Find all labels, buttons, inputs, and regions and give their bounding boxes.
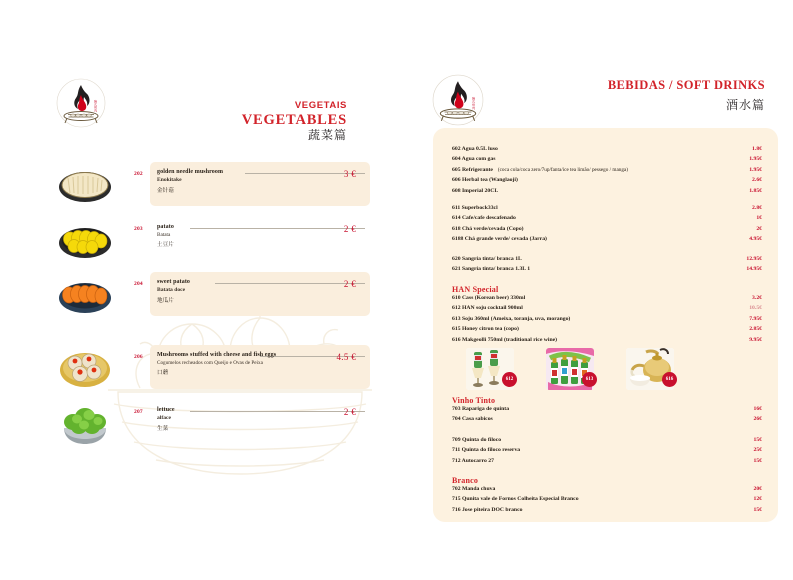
drink-name: 618 Chá verde/cevada (Copo) — [452, 225, 524, 232]
section-title-han-special: HAN Special — [452, 285, 499, 294]
drink-name: 711 Quinta do filoco reserva — [452, 447, 521, 454]
item-text — [157, 224, 310, 248]
svg-text:韓式烤肉: 韓式烤肉 — [471, 96, 476, 110]
product-photos — [466, 348, 676, 392]
drink-price: 12.95€ — [746, 256, 762, 262]
drink-group-vinho-tinto-2 — [452, 437, 762, 468]
drink-row[interactable] — [452, 496, 762, 506]
item-price: 2 € — [343, 224, 356, 234]
item-name-en: patato — [157, 224, 174, 230]
item-price: 4.5 € — [336, 352, 356, 362]
drink-name: 616 Makgeolli 750ml (traditional rice wine) — [452, 336, 558, 343]
drink-name: 621 Sangria tinta/ branca 1.3L 1 — [452, 266, 531, 273]
drink-group-han-special — [452, 285, 762, 347]
drink-price: 10.5€ — [749, 305, 762, 312]
drink-name: 613 Soju 360ml (Ameixa, toranja, uva, morango) — [452, 315, 571, 322]
item-price: 2 € — [343, 279, 356, 289]
drink-name: 608 Imperial 20CL — [452, 187, 499, 194]
drink-price: 2.85€ — [749, 326, 762, 333]
drink-name: 611 Superbock33cl — [452, 205, 498, 211]
han-grill-logo — [56, 78, 106, 128]
drink-name: 709 Quinta do filoco — [452, 437, 502, 443]
page-title-vegetables — [242, 101, 347, 142]
drink-row[interactable] — [452, 507, 762, 517]
drink-price: 4.95€ — [749, 236, 762, 243]
drink-row[interactable] — [452, 236, 762, 246]
item-name-en: lettuce — [157, 407, 175, 413]
drink-name: 615 Honey citron tea (copo) — [452, 326, 519, 333]
item-name-en: sweet patato — [157, 279, 191, 285]
item-name-pt: Batata doce — [157, 287, 186, 293]
enoki-mushroom-photo — [56, 162, 114, 208]
drink-price: 2.8€ — [752, 205, 762, 211]
item-name-pt: alface — [157, 415, 171, 421]
drink-name: 712 Autocarro 27 — [452, 457, 494, 464]
drink-price: 1.95€ — [749, 156, 762, 163]
drink-row[interactable] — [452, 437, 762, 447]
drink-price: 25€ — [753, 447, 762, 454]
drink-row[interactable] — [452, 305, 762, 315]
drink-group-beer-coffee-tea — [452, 205, 762, 247]
drink-price: 2.6€ — [752, 177, 762, 184]
item-code: 204 — [134, 281, 143, 287]
drink-row[interactable] — [452, 416, 762, 426]
drink-row[interactable] — [452, 406, 762, 416]
drink-name: 604 Agua com gas — [452, 156, 496, 163]
section-title-vinho-tinto: Vinho Tinto — [452, 396, 496, 405]
item-name-pt: Enokitake — [157, 177, 182, 183]
section-title-branco: Branco — [452, 476, 479, 485]
drink-price: 7.95€ — [749, 315, 762, 322]
drink-price: 15€ — [753, 437, 762, 443]
item-name-cn: 金针菇 — [157, 187, 174, 194]
item-name-cn: 地瓜片 — [157, 297, 174, 304]
drink-price: 15€ — [753, 506, 762, 513]
drink-row[interactable] — [452, 326, 762, 336]
drink-name: 703 Rapariga de quinta — [452, 406, 510, 412]
item-name-cn: 口蘑 — [157, 370, 169, 377]
drink-name: 602 Agua 0.5L luso — [452, 146, 498, 152]
drink-price: 26€ — [753, 416, 762, 423]
svg-text:韓式烤肉: 韓式烤肉 — [93, 100, 98, 112]
drink-row[interactable] — [452, 266, 762, 276]
menu-item-row[interactable] — [30, 215, 370, 269]
heading-line-en: VEGETABLES — [241, 111, 347, 128]
photo-badge: 613 — [582, 372, 597, 387]
item-price: 2 € — [343, 407, 356, 417]
drink-price: 1.8€ — [752, 146, 762, 152]
drink-name: 716 Jose piteira DOC branco — [452, 506, 523, 513]
item-text — [157, 169, 310, 194]
drink-name: 704 Casa sabicos — [452, 416, 493, 423]
drink-price: 14.95€ — [746, 266, 762, 273]
drink-name: 606 Herbal tea (Wanglaoji) — [452, 177, 518, 184]
drink-row[interactable] — [452, 205, 762, 215]
drink-row[interactable] — [452, 256, 762, 266]
han-grill-logo — [432, 74, 484, 126]
drink-price: 1.85€ — [749, 187, 762, 194]
drink-price: 1€ — [756, 215, 762, 222]
drink-row[interactable] — [452, 447, 762, 457]
drink-price: 3.2€ — [752, 295, 762, 301]
drink-row[interactable] — [452, 226, 762, 236]
page-title-drinks — [608, 78, 765, 113]
drink-group-soft-drinks — [452, 146, 762, 198]
drink-row[interactable] — [452, 146, 762, 156]
drink-row[interactable] — [452, 188, 762, 198]
potato-slices-photo — [56, 217, 114, 263]
item-code: 207 — [134, 409, 143, 415]
drink-name: 715 Qunita vale de Fornos Colheita Especial Branco — [452, 496, 579, 503]
item-name-cn: 生菜 — [157, 425, 169, 432]
item-text — [157, 407, 310, 432]
item-text — [157, 352, 310, 376]
drink-row[interactable] — [452, 177, 762, 187]
drink-name: 620 Sangria tinta/ branca 1L — [452, 256, 522, 262]
drink-row[interactable] — [452, 337, 762, 347]
item-code: 203 — [134, 226, 143, 232]
photo-badge: 612 — [502, 372, 517, 387]
item-name-pt: Cogumelos recheados com Queijo e Ovas de Peixa — [157, 360, 263, 366]
drink-row[interactable] — [452, 156, 762, 166]
drink-price: 16€ — [753, 406, 762, 412]
drink-price: 12€ — [753, 496, 762, 503]
item-code: 206 — [134, 354, 143, 360]
sweet-potato-photo — [56, 272, 114, 318]
heading-line-pt: VEGETAIS — [294, 100, 347, 111]
drink-row[interactable] — [452, 215, 762, 225]
drink-price: 9.95€ — [749, 336, 762, 343]
item-text — [157, 279, 310, 304]
lettuce-bowl-photo — [56, 400, 114, 446]
drink-row[interactable] — [452, 167, 762, 177]
drink-name: 610 Cass (Korean beer) 330ml — [452, 295, 526, 301]
drink-name: 702 Manda chuva — [452, 486, 496, 492]
item-name-cn: 土豆片 — [157, 242, 174, 249]
item-name-en: golden needle mushroom — [157, 169, 224, 175]
drink-name: 614 Cafe/cafe descafenado — [452, 215, 516, 222]
vegetables-list — [30, 160, 370, 453]
drinks-title-cn: 酒水篇 — [725, 98, 765, 112]
menu-item-row[interactable] — [30, 343, 370, 397]
drink-price: 20€ — [753, 486, 762, 492]
drink-row[interactable] — [452, 316, 762, 326]
drink-row[interactable] — [452, 295, 762, 305]
item-price: 3 € — [343, 169, 356, 179]
menu-item-row[interactable] — [30, 270, 370, 324]
drink-row[interactable] — [452, 486, 762, 496]
menu-item-row[interactable] — [30, 398, 370, 452]
item-code: 202 — [134, 171, 143, 177]
drink-name: 612 HAN soju cocktail 900ml — [452, 305, 523, 312]
menu-item-row[interactable] — [30, 160, 370, 214]
drink-row[interactable] — [452, 458, 762, 468]
drink-name: 6188 Chá grande verde/ cevada (Jarra) — [452, 236, 547, 243]
left-page — [0, 0, 396, 580]
drink-name — [452, 167, 628, 173]
drink-name-main: 605 Refrigerante — [452, 166, 493, 173]
drinks-title: BEBIDAS / SOFT DRINKS — [607, 78, 765, 92]
drink-price: 15€ — [753, 457, 762, 464]
heading-line-cn: 蔬菜篇 — [307, 127, 347, 142]
drink-group-branco — [452, 476, 762, 517]
drink-price: 1.95€ — [749, 166, 762, 173]
item-name-pt: Batata — [157, 232, 171, 238]
photo-badge: 616 — [662, 372, 677, 387]
drink-group-vinho-tinto — [452, 396, 762, 427]
drink-name-sub: (coca cola/coca zero/7up/fanta/ice tea limão/ pessego / manga) — [497, 166, 628, 173]
stuffed-mushrooms-photo — [56, 345, 114, 391]
drink-price: 2€ — [756, 225, 762, 232]
drink-group-sangria — [452, 256, 762, 277]
item-name-en: Mushrooms stuffed with cheese and fish eggs — [157, 352, 277, 358]
